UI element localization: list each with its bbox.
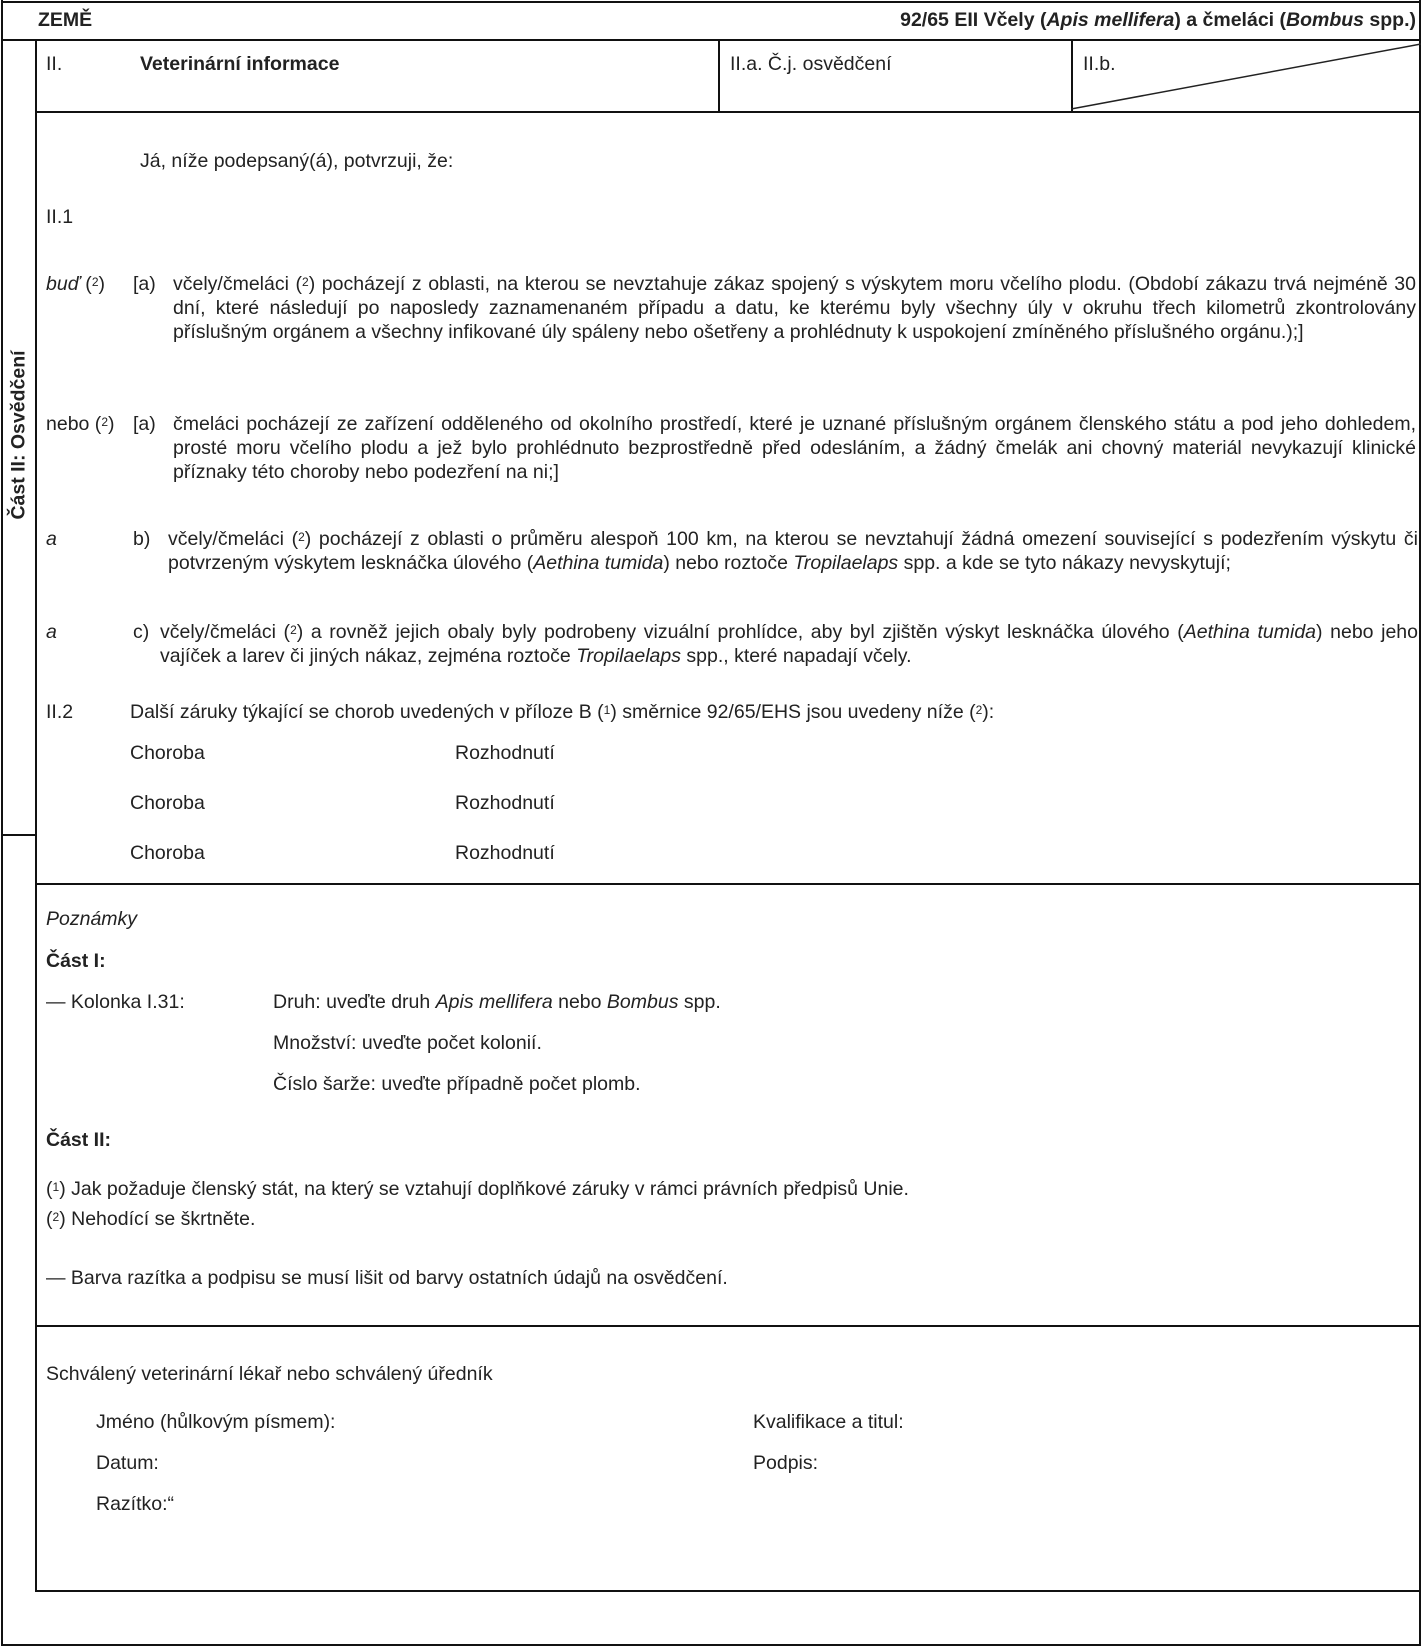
and-label-b: a — [46, 528, 57, 550]
ii2-text: Další záruky týkající se chorob uvedených v příloze B ($^1$) směrnice 92/65/EHS jsou uvedeny níže ($^2$): — [130, 701, 995, 723]
outer-top-border — [1, 1, 1421, 3]
side-label: Část II: Osvědčení — [7, 350, 30, 520]
signature-title: Schválený veterinární lékař nebo schválený úředník — [46, 1363, 493, 1385]
column-i31-label: — Kolonka I.31: — [46, 991, 185, 1013]
nebo-label: nebo ($^2$) — [46, 413, 115, 435]
country-label: ZEMĚ — [38, 9, 93, 31]
ii2-number: II.2 — [46, 701, 74, 723]
notes-title: Poznámky — [46, 908, 138, 930]
notes-part1-heading: Část I: — [46, 950, 106, 972]
side-label-divider — [1, 834, 36, 836]
section-title: Veterinární informace — [140, 53, 340, 75]
iib-diagonal-line — [1071, 39, 1421, 112]
name-field-label: Jméno (hůlkovým písmem): — [96, 1411, 336, 1433]
section-number: II. — [46, 53, 63, 75]
qualification-field-label: Kvalifikace a titul: — [753, 1411, 904, 1433]
item-a-label: [a) — [133, 273, 156, 295]
decision-label: Rozhodnutí — [455, 742, 555, 764]
item-c-text: včely/čmeláci ($^2$) a rovněž jejich obaly byly podrobeny vizuální prohlídce, aby byl zjištěn výskyt lesknáčka úlového (Aethina tumida) nebo jeho vajíček a larev či jiných nákaz, zejména roztoče Tropilaelaps spp., které napadají včely. — [160, 621, 1418, 667]
ref-cell-left — [718, 39, 720, 112]
item-c-label: c) — [133, 621, 150, 643]
date-field-label: Datum: — [96, 1452, 159, 1474]
declaration-text: Já, níže podepsaný(á), potvrzuji, že: — [140, 150, 454, 172]
and-label-c: a — [46, 621, 57, 643]
disease-label: Choroba — [130, 842, 205, 864]
certificate-reference-label: II.a. Č.j. osvědčení — [730, 53, 892, 75]
signature-divider — [35, 1325, 1421, 1327]
item-b-text: včely/čmeláci ($^2$) pocházejí z oblasti o průměru alespoň 100 km, na kterou se nevztahují žádná omezení související s podezřením výskytu či potvrzeným výskytem lesknáčka úlového (Aethina tumida) nebo roztoče Tropilaelaps spp. a kde se tyto nákazy nevyskytují; — [168, 528, 1418, 574]
species-note: Druh: uveďte druh Apis mellifera nebo Bombus spp. — [273, 991, 721, 1013]
decision-label: Rozhodnutí — [455, 792, 555, 814]
stamp-color-note: — Barva razítka a podpisu se musí lišit od barvy ostatních údajů na osvědčení. — [46, 1267, 728, 1289]
item-a-alt-text: čmeláci pocházejí ze zařízení odděleného od okolního prostředí, které je uznané příslušným orgánem členského státu a pod jeho dohledem, prosté moru včelího plodu a jež bylo prohlédnuto bezprostředně před odesláním, a žádný čmelák ani chovný materiál nevykazují klinické příznaky této choroby nebo podezření na ni;] — [173, 413, 1416, 483]
disease-label: Choroba — [130, 792, 205, 814]
batch-note: Číslo šarže: uveďte případně počet plomb. — [273, 1073, 641, 1095]
box-bottom — [35, 1590, 1421, 1592]
bud-label: buď ($^2$) — [46, 273, 105, 295]
iib-label: II.b. — [1083, 53, 1116, 75]
footnote-1: ($^1$) Jak požaduje členský stát, na který se vztahují doplňkové záruky v rámci právních předpisů Unie. — [46, 1178, 909, 1200]
quantity-note: Množství: uveďte počet kolonií. — [273, 1032, 542, 1054]
stamp-field-label: Razítko:“ — [96, 1493, 175, 1515]
item-a-alt-label: [a) — [133, 413, 156, 435]
item-a-text: včely/čmeláci ($^2$) pocházejí z oblasti, na kterou se nevztahuje zákaz spojený s výskytem moru včelího plodu. (Období zákazu trvá nejméně 30 dní, které následují po naposledy zaznamenaném případu a datu, ke kterému byly všechny úly v okruhu třech kilometrů zkontrolovány příslušným orgánem a všechny infikované úly spáleny nebo ošetřeny a prohlédnuty k uspokojení zmíněného příslušného orgánu.);] — [173, 273, 1416, 343]
certificate-title: 92/65 EII Včely (Apis mellifera) a čmeláci (Bombus spp.) — [900, 9, 1416, 31]
footnote-2: ($^2$) Nehodící se škrtněte. — [46, 1208, 256, 1230]
notes-part2-heading: Část II: — [46, 1129, 112, 1151]
disease-label: Choroba — [130, 742, 205, 764]
box-right-border — [1419, 39, 1421, 1592]
ii1-number: II.1 — [46, 206, 74, 228]
decision-label: Rozhodnutí — [455, 842, 555, 864]
item-b-label: b) — [133, 528, 151, 550]
signature-field-label: Podpis: — [753, 1452, 819, 1474]
notes-divider — [35, 883, 1421, 885]
